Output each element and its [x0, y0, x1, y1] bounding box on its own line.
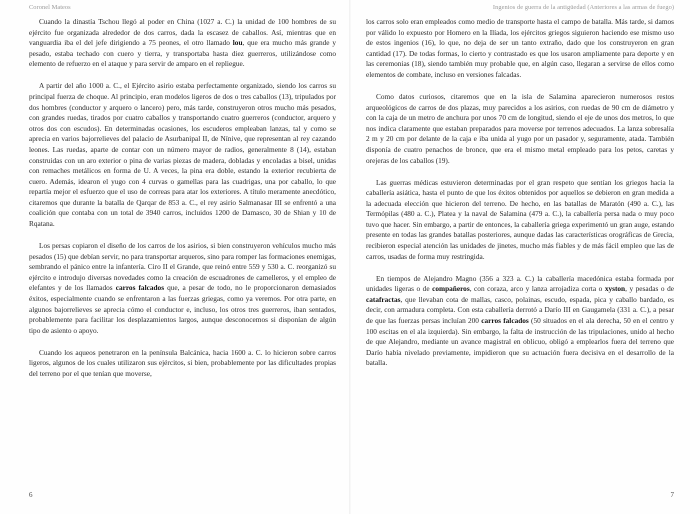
- text-run: Los persas copiaron el diseño de los carros de los asirios, si bien construyeron vehículos mucho más pesados (15) que debían servir, no para transportar arqueros, sino para romper las formaciones enemigas, sembrando el pánico entre la infantería. Ciro II el Grande, que reinó entre 559 y 530 a. C. reorganizó su ejército e introdujo diversas novedades como la creación de escuadrones de camelleros, y el empleo de elefantes y de los llamados: [29, 241, 336, 293]
- right-paragraph-1: [366, 17, 674, 81]
- right-page-number: 7: [670, 491, 674, 499]
- text-run: (50 situados en el ala derecha, 50 en el centro y 100 escitas en el ala izquierda). Sin embargo, la falta de instrucción de las tripulaciones, unido al hecho de que Alejandro, mediante un avance magistral en oblicuo, obligó a emplearlos fuera del terreno que Darío había nivelado previamente, impidieron que su actuación fuera decisiva en el desarrollo de la batalla.: [366, 316, 674, 368]
- emphasis-term: carros falcados: [115, 283, 165, 293]
- text-run: Las guerras médicas estuvieron determinadas por el gran respeto que sentían los griegos hacia la caballería asiática, hasta el punto de que los éxitos obtenidos por aquellos se debieron en gran medida a la adecuada elección que hicieron del terreno. De hecho, en las batallas de Maratón (490 a. C.), las Termópilas (480 a. C.), Platea y la naval de Salamina (479 a. C.), la caballería persa nada o muy poco tuvo que hacer. Sin embargo, a partir de entonces, la caballería griega experimentó un gran auge, estando presente en todas las grandes batallas posteriores, aunque dadas las características orográficas de Grecia, recibieron especial atención las unidades de jinetes, mucho más fiables y de más fácil empleo que las de carros, usadas de forma muy restringida.: [366, 177, 674, 261]
- right-page: [350, 0, 700, 514]
- text-run: , que llevaban cota de mallas, casco, polainas, escudo, espada, pica y caballo bardado, es decir, con armadura completa. Con esta caballería derrotó a Darío III en Gaugamela (331 a. C.), a pesar de que las fuerzas persas incluían 200: [366, 294, 674, 326]
- text-run: , y pesadas o de: [625, 284, 674, 294]
- left-paragraph-4: [29, 348, 336, 380]
- text-run: Cuando los aqueos penetraron en la península Balcánica, hacia 1600 a. C. lo hicieron sobre carros ligeros, algunos de los cuales utilizaron sus ejércitos, si bien, probablemente por las dificultades propias del terreno por el que tenían que moverse,: [29, 347, 336, 378]
- emphasis-term: lou: [232, 38, 243, 48]
- emphasis-term: compañeros: [432, 284, 470, 294]
- left-paragraph-1: [29, 17, 336, 70]
- left-paragraph-2: [29, 81, 336, 229]
- text-run: Como datos curiosos, citaremos que en la isla de Salamina aparecieron numerosos restos arqueológicos de carros de dos plazas, muy parecidos a los asirios, con ruedas de 90 cm de diámetro y con la caja de un metro de anchura por unos 70 cm de longitud, siendo el eje de unos dos metros, lo que nos indica claramente que estaban preparados para moverse por terrenos adecuados. La lanza sobresalía 2 m y 20 cm por delante de la caja e iba unida al yugo por un pasador y, seguramente, atada. También disponía de cuatro penachos de bronce, que era el mismo metal empleado para los petos, caretas y orejeras de los caballos (19).: [366, 91, 674, 165]
- emphasis-term: catafractas: [366, 294, 401, 304]
- text-run: En tiempos de Alejandro Magno (356 a 323 a. C.) la caballería macedónica estaba formada por unidades ligeras o de: [366, 273, 674, 294]
- left-body-text: [29, 17, 336, 391]
- emphasis-term: carros falcados: [481, 316, 529, 326]
- right-paragraph-3: [366, 178, 674, 263]
- right-paragraph-4: [366, 274, 674, 369]
- text-run: A partir del año 1000 a. C., el Ejército asirio estaba perfectamente organizado, siendo los carros su principal fuerza de choque. Al principio, eran modelos ligeros de dos o tres caballos (13), tripulados por dos hombres (conductor y arquero o lancero) pero, más tarde, construyeron otros mucho más pesados, con grandes ruedas, tirados por cuatro caballos y transportando cuatro guerreros (conductor, arquero y otros dos con escudos). En determinadas ocasiones, los escuderos empleaban lanzas, tal y como se aprecia en varios bajorrelieves del palacio de Asurbanipal II, de Nínive, que representan al rey cazando leones. Las ruedas, aparte de contar con un número mayor de radios, generalmente 8 (14), estaban construidas con un aro exterior o pina de varias piezas de madera, dobladas y encoladas a bisel, unidas con remaches metálicos en forma de U. A veces, la pina era doble, estando la exterior recubierta de cuero. Además, idearon el yugo con 4 curvas o gamellas para las cuadrigas, una por caballo, lo que repartía mejor el esfuerzo que el uso de correas para atar los exteriores. A título meramente anecdótico, citaremos que durante la batalla de Qarqar de 853 a. C., el rey asirio Salmanasar III se enfrentó a una coalición que contaba con un total de 3940 carros, incluidos 1200 de Damasco, 30 de Shian y 10 de Rqatana.: [29, 81, 336, 229]
- text-run: Cuando la dinastía Tschou llegó al poder en China (1027 a. C.) la unidad de 100 hombres de su ejército fue organizada alrededor de dos carros, dada la escasez de caballos. Así, mientras que en vanguardia iba el del jefe dirigiendo a 75 peones, el otro llamado: [29, 17, 336, 48]
- left-page-number: 6: [29, 491, 33, 499]
- left-running-head: Coronel Mateos: [29, 4, 71, 11]
- text-run: los carros solo eran empleados como medio de transporte hasta el campo de batalla. Más tarde, si damos por válido lo expuesto por Homero en la Ilíada, los ejércitos griegos siguieron haciendo ese mismo uso de estos ingenios (16), lo que, no deja de ser un tanto extraño, dado que los construyeron en gran cantidad (17). De todas formas, lo cierto y contrastado es que los usaron ampliamente para deporte y en las ceremonias (18), siendo también muy probable que, en algún caso, llegaran a servirse de ellos como elementos de combate, incluso en versiones falcadas.: [366, 17, 674, 79]
- right-paragraph-2: [366, 92, 674, 166]
- text-run: que, a pesar de todo, no le proporcionaron demasiados éxitos, especialmente cuando se enfrentaron a las fuerzas griegas, como ya veremos. Por otra parte, en algunos bajorrelieves se aprecia cómo el conductor e, incluso, los otros tres guerreros, iban sentados, probablemente para facilitar los desplazamientos largos, aunque desconocemos si disponían de algún tipo de asiento o apoyo.: [29, 283, 336, 335]
- text-run: , que era mucho más grande y pesado, estaba techado con cuero y tierra, y transportaba hasta diez guerreros, utilizándose como elemento de refuerzo en el ataque y para servir de amparo en el repliegue.: [29, 38, 336, 69]
- text-run: , con coraza, arco y lanza arrojadiza corta o: [469, 284, 605, 294]
- right-running-head: Ingenios de guerra de la antigüedad (Anteriores a las armas de fuego): [492, 4, 674, 11]
- emphasis-term: xyston: [604, 284, 626, 294]
- right-body-text: [366, 17, 674, 380]
- left-paragraph-3: [29, 241, 336, 336]
